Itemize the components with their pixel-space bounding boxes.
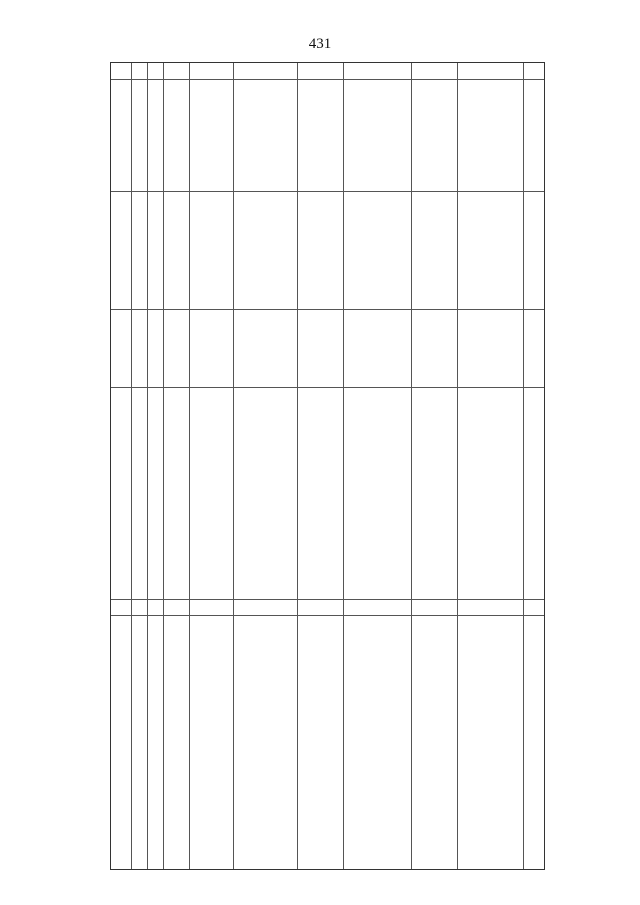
- page-number: 431: [308, 36, 332, 52]
- rotated-table-grid: [110, 62, 545, 870]
